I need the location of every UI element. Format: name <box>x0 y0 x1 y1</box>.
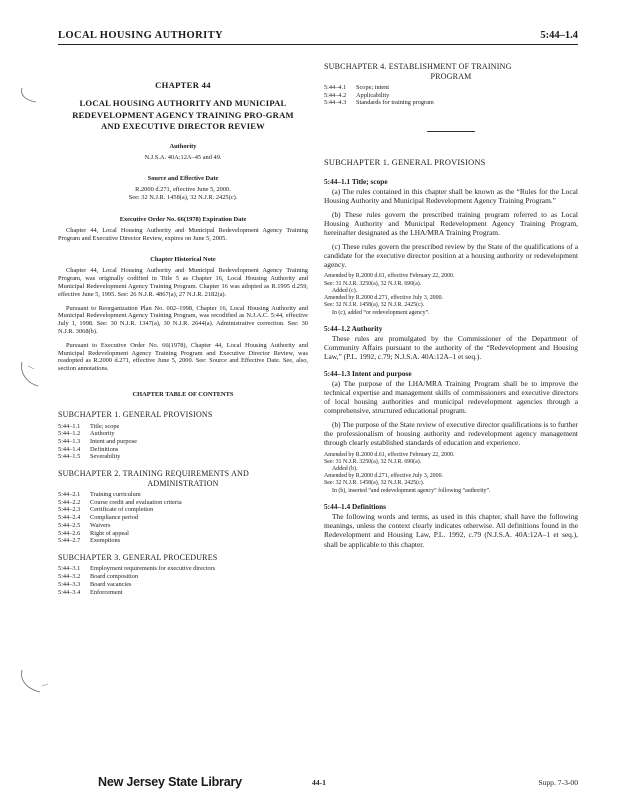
section-1-3-amendments: Amended by R.2000 d.61, effective February 22, 2000. See: 31 N.J.R. 3250(a), 32 N.J.R. 690(a). Added (b). Amended by R.2000 d.271, effective July 3, 2000. See: 32 N.J.R. 1458(a), 32 N.J.R. 2425(c). In (b), inserted “and redevelopment agency” following “authority”. <box>324 451 491 494</box>
library-stamp: New Jersey State Library <box>98 775 242 789</box>
toc-item: 5:44–4.1 Scope; intent <box>324 84 390 91</box>
scan-mark-bottom <box>18 668 52 698</box>
section-1-3-a: (a) The purpose of the LHA/MRA Training Program shall be to improve the technical expertise and management skills of commissioners and executive directors of local housing authorities and municipal redevelopment agencies through a comprehensive, structured educational program. <box>324 378 578 416</box>
toc-item: 5:44–2.6 Right of appeal <box>58 529 129 537</box>
page-number: 44-1 <box>312 778 326 787</box>
section-divider <box>427 131 475 132</box>
toc-heading: CHAPTER TABLE OF CONTENTS <box>132 391 234 399</box>
source-text-1: R.2000 d.271, effective June 5, 2000. <box>135 186 231 194</box>
header-title: LOCAL HOUSING AUTHORITY <box>58 30 223 41</box>
historical-note-p3: Pursuant to Executive Order No. 66(1978), Chapter 44, Local Housing Authority and Municipal Redevelopment Agency Training Program and Executive Director Review, was readopted as R.2000 d.271, effective June 5, 2000. See: Source and Effective Date. See, also, section annotations. <box>58 341 308 373</box>
toc-subchapter-2 <box>58 469 308 545</box>
section-1-1-heading: 5:44–1.1 Title; scope <box>324 177 388 187</box>
historical-note-p1: Chapter 44, Local Housing Authority and Municipal Redevelopment Agency Training Program, was originally codified in Title 5 as Chapter 16, Local Housing Authority and Municipal Redevelopment Agency Training Program. Chapter 16 was adopted as R.1995 d.259, effective June 5, 1995. See: 26 N.J.R. 4867(a), 27 N.J.R. 2182(a). <box>58 267 308 298</box>
toc-item: 5:44–2.1 Training curriculum <box>58 491 141 499</box>
running-header <box>58 30 578 45</box>
supplement-date: Supp. 7-3-00 <box>538 778 578 787</box>
section-1-1-b: (b) These rules govern the prescribed training program referred to as Local Housing Authority and Municipal Redevelopment Agency Training Program, hereinafter designated as the LHA/MRA Training Program. <box>324 209 578 238</box>
toc-subchapter-1 <box>58 410 308 461</box>
executive-order-text: Chapter 44, Local Housing Authority and Municipal Redevelopment Agency Training Program and Executive Director Review, expires on June 5, 2005. <box>58 226 308 242</box>
toc-item: 5:44–3.4 Enforcement <box>58 588 123 596</box>
toc-item: 5:44–3.1 Employment requirements for executive directors <box>58 565 216 573</box>
toc-subchapter-4-title: SUBCHAPTER 4. ESTABLISHMENT OF TRAINING PROGRAM <box>324 62 512 81</box>
authority-text: N.J.S.A. 40A:12A–45 and 49. <box>144 153 222 161</box>
toc-item: 5:44–3.3 Board vacancies <box>58 580 132 588</box>
section-1-2-text: These rules are promulgated by the Commissioner of the Department of Community Affairs pursuant to the authority of the “Redevelopment and Housing Law,” (P.L. 1992, c.79; N.J.S.A. 40A:12A–1 et seq.). <box>324 333 578 362</box>
toc-item: 5:44–4.3 Standards for training program <box>324 99 434 107</box>
source-text-2: See: 32 N.J.R. 1458(a), 32 N.J.R. 2425(c). <box>128 194 238 202</box>
header-section-number: 5:44–1.4 <box>540 30 578 41</box>
toc-item: 5:44–2.5 Waivers <box>58 521 111 529</box>
historical-note-p2: Pursuant to Reorganization Plan No. 002–1998, Chapter 16, Local Housing Authority and Municipal Redevelopment Agency Training Program, was recodified as N.J.A.C. 5:44, effective July 1, 1998. See: 30 N.J.R. 1347(a), 30 N.J.R. 2644(a). Administrative correction. See: 30 N.J.R. 3068(b). <box>58 304 308 336</box>
toc-item: 5:44–2.4 Compliance period <box>58 514 139 522</box>
scan-mark-top <box>18 86 42 106</box>
section-1-4-text: The following words and terms, as used in this chapter, shall have the following meanings, unless the context clearly indicates otherwise. All definitions found in the Redevelopment and Housing Law, P.L. 1992, c.79 (N.J.S.A. 40A:12A–1 et seq.), shall be applicable to this chapter. <box>324 511 578 549</box>
toc-item: 5:44–1.2 Authority <box>58 430 115 438</box>
toc-item: 5:44–1.5 Severability <box>58 453 121 461</box>
toc-item: 5:44–2.2 Course credit and evaluation criteria <box>58 498 182 506</box>
section-1-3-heading: 5:44–1.3 Intent and purpose <box>324 368 412 378</box>
toc-item: 5:44–4.2 Applicability <box>324 91 390 99</box>
toc-subchapter-title: SUBCHAPTER 1. GENERAL PROVISIONS <box>58 410 213 420</box>
toc-item: 5:44–1.3 Intent and purpose <box>58 437 137 445</box>
section-1-2-heading: 5:44–1.2 Authority <box>324 323 383 333</box>
section-1-1-c: (c) These rules govern the prescribed review by the State of the qualifications of a candidate for the executive director position at a housing authority or redevelopment agency. <box>324 241 578 270</box>
executive-order-heading: Executive Order No. 66(1978) Expiration Date <box>119 215 247 223</box>
toc-subchapter-title: SUBCHAPTER 3. GENERAL PROCEDURES <box>58 552 218 562</box>
historical-note-heading: Chapter Historical Note <box>150 256 216 264</box>
left-column <box>58 66 308 604</box>
section-1-1-a: (a) The rules contained in this chapter shall be known as the “Rules for the Local Housing Authority and Municipal Redevelopment Agency Training Program.” <box>324 187 578 206</box>
section-1-3-b: (b) The purpose of the State review of executive director qualifications is to further the professionalism of housing authority and redevelopment agency management through clearly established standards of education and experience. <box>324 419 578 448</box>
scan-mark-middle <box>18 360 42 390</box>
toc-item: 5:44–2.3 Certificate of completion <box>58 506 154 514</box>
source-heading: Source and Effective Date <box>147 175 219 183</box>
authority-heading: Authority <box>169 142 197 150</box>
section-1-1-amendments: Amended by R.2000 d.61, effective February 22, 2000. See: 31 N.J.R. 3250(a), 32 N.J.R. 690(a). Added (c). Amended by R.2000 d.271, effective July 3, 2000. See: 32 N.J.R. 1458(a), 32 N.J.R. 2425(c). In (c), added “or redevelopment agency”. <box>324 273 455 316</box>
section-1-4-heading: 5:44–1.4 Definitions <box>324 501 387 511</box>
toc-item: 5:44–3.2 Board composition <box>58 573 139 581</box>
chapter-number: CHAPTER 44 <box>155 80 211 90</box>
toc-item: 5:44–1.1 Title; scope <box>58 422 120 430</box>
chapter-title: LOCAL HOUSING AUTHORITY AND MUNICIPAL REDEVELOPMENT AGENCY TRAINING PRO-GRAM AND EXECUTIVE DIRECTOR REVIEW <box>72 98 294 131</box>
right-column <box>324 62 578 553</box>
toc-subchapter-3 <box>58 553 308 596</box>
toc-item: 5:44–2.7 Exemptions <box>58 537 121 545</box>
subchapter-1-heading: SUBCHAPTER 1. GENERAL PROVISIONS <box>324 158 486 168</box>
toc-subchapter-title: SUBCHAPTER 2. TRAINING REQUIREMENTS AND ADMINISTRATION <box>58 469 249 488</box>
toc-item: 5:44–1.4 Definitions <box>58 445 119 453</box>
